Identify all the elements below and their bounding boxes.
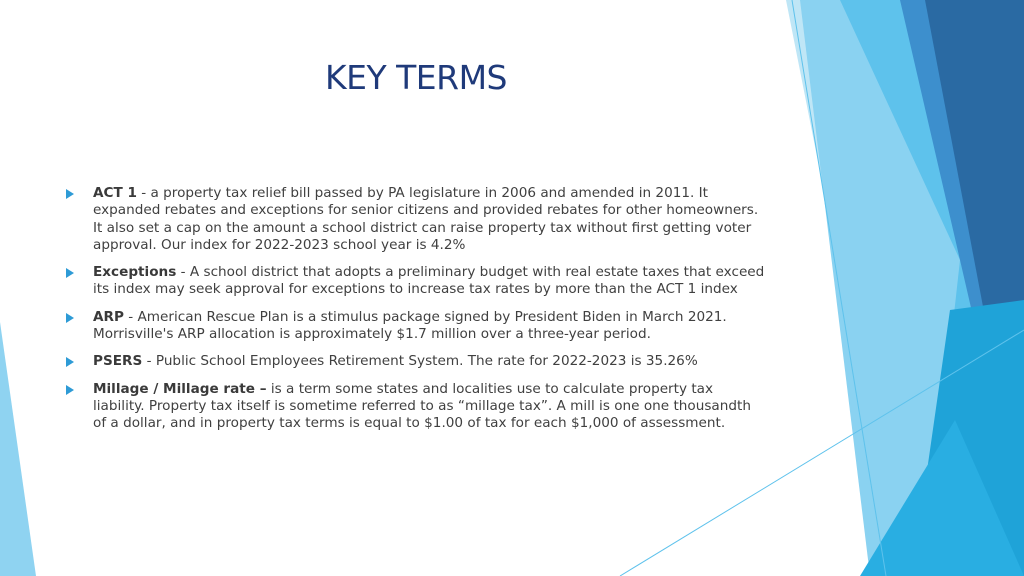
list-item-exceptions [66, 264, 766, 299]
left-accent-shape [0, 322, 36, 576]
list-item-psers [66, 353, 766, 370]
bullet-arrow-icon [66, 268, 74, 278]
page-title: KEY TERMS [325, 58, 507, 97]
bullet-arrow-icon [66, 385, 74, 395]
term-label: Millage / Millage rate – [93, 380, 267, 397]
bullet-arrow-icon [66, 313, 74, 323]
term-definition: - Public School Employees Retirement System. The rate for 2022-2023 is 35.26% [142, 353, 698, 370]
term-label: ARP [93, 308, 124, 325]
list-item-act1 [66, 185, 766, 254]
term-label: ACT 1 [93, 185, 137, 201]
term-label: PSERS [93, 353, 143, 370]
bullet-arrow-icon [66, 357, 74, 367]
list-item-arp [66, 309, 766, 344]
term-definition: - a property tax relief bill passed by PA legislature in 2006 and amended in 2011. It expanded rebates and exceptions for senior citizens and provided rebates for other homeowners. It also set a cap on the amount a school district can raise property tax without first getting voter approval. Our index for 2022-2023 school year is 4.2% [93, 185, 759, 253]
bullet-arrow-icon [66, 189, 74, 199]
term-definition: - A school district that adopts a preliminary budget with real estate taxes that exceed its index may seek approval for exceptions to increase tax rates by more than the ACT 1 index [93, 264, 765, 298]
key-terms-list [66, 185, 766, 443]
list-item-millage [66, 381, 766, 433]
term-definition: - American Rescue Plan is a stimulus package signed by President Biden in March 2021. Morrisville's ARP allocation is approximately $1.7 million over a three-year period. [93, 308, 727, 343]
term-label: Exceptions [93, 264, 177, 281]
term-definition: is a term some states and localities use to calculate property tax liability. Property tax itself is sometime referred to as “millage tax”. A mill is one one thousandth of a dollar, and in property tax terms is equal to $1.00 of tax for each $1,000 of assessment. [93, 380, 751, 432]
